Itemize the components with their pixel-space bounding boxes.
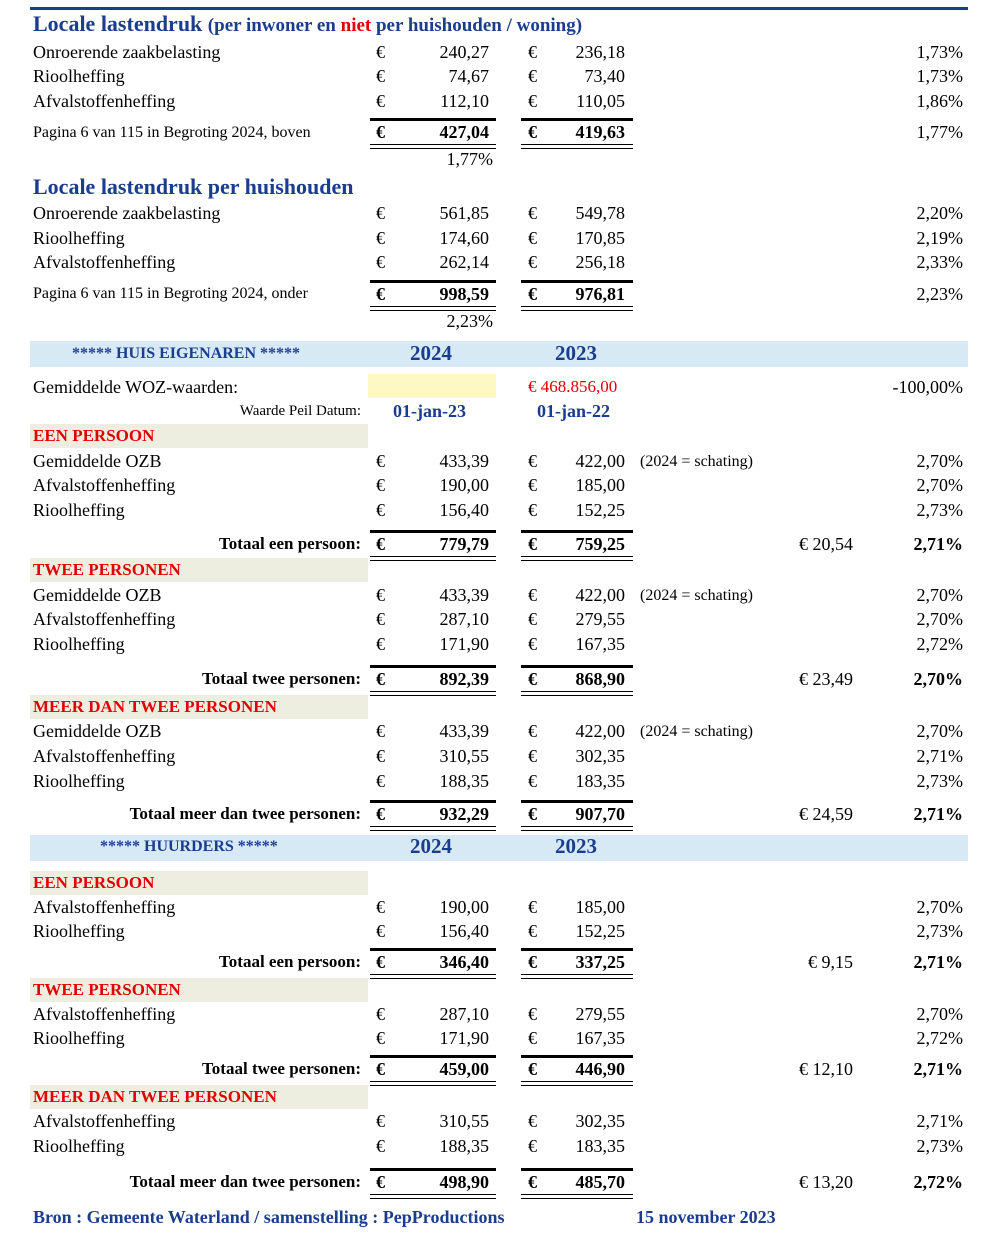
- group-header: TWEE PERSONEN: [33, 560, 181, 579]
- row-label: Onroerende zaakbelasting: [33, 42, 221, 62]
- value-2024: 190,00: [439, 475, 489, 495]
- value-2023: 422,00: [575, 451, 625, 471]
- total-double-underline: [521, 826, 633, 831]
- value-2023: 152,25: [575, 921, 625, 941]
- row-pct: 2,70%: [913, 669, 963, 689]
- row-pct: 2,71%: [913, 1059, 963, 1079]
- total-top-line: [521, 948, 633, 951]
- group-header: MEER DAN TWEE PERSONEN: [33, 697, 277, 716]
- top-border: [30, 7, 968, 10]
- value-2023: 279,55: [575, 1004, 625, 1024]
- row-pct: 2,73%: [916, 921, 963, 941]
- value-2024: 287,10: [439, 609, 489, 629]
- value-2024: 188,35: [439, 1136, 489, 1156]
- euro-sign-2024: €: [376, 1028, 385, 1048]
- euro-sign-2023: €: [528, 91, 537, 111]
- euro-sign-2024: €: [376, 534, 385, 554]
- value-2023: 170,85: [575, 228, 625, 248]
- euro-sign-2023: €: [528, 771, 537, 791]
- value-2023: 868,90: [575, 669, 625, 689]
- row-pct: 1,77%: [916, 122, 963, 142]
- euro-sign-2023: €: [528, 1004, 537, 1024]
- euro-sign-2023: €: [528, 66, 537, 86]
- value-2024: 171,90: [439, 634, 489, 654]
- row-label: Rioolheffing: [33, 500, 125, 520]
- euro-sign-2024: €: [376, 669, 385, 689]
- total-label: Totaal twee personen:: [202, 1059, 361, 1078]
- total-double-underline: [370, 826, 496, 831]
- value-2023: 183,35: [575, 1136, 625, 1156]
- total-label: Totaal twee personen:: [202, 669, 361, 688]
- row-label: Gemiddelde OZB: [33, 451, 162, 471]
- euro-sign-2023: €: [528, 634, 537, 654]
- value-2023: 302,35: [575, 746, 625, 766]
- value-2024: 174,60: [439, 228, 489, 248]
- row-pct: 2,71%: [913, 804, 963, 824]
- euro-sign-2023: €: [528, 203, 537, 223]
- value-2024: 892,39: [439, 669, 489, 689]
- value-2024: 240,27: [439, 42, 489, 62]
- row-label: Afvalstoffenheffing: [33, 475, 176, 495]
- euro-sign-2024: €: [376, 952, 385, 972]
- row-pct: 2,33%: [916, 252, 963, 272]
- value-2024: 779,79: [439, 534, 489, 554]
- total-top-line: [521, 280, 633, 283]
- euro-sign-2024: €: [376, 771, 385, 791]
- row-pct: 2,70%: [916, 721, 963, 741]
- value-2024: 433,39: [439, 451, 489, 471]
- total-top-line: [370, 530, 496, 533]
- value-2024: 74,67: [448, 66, 489, 86]
- total-double-underline: [521, 556, 633, 561]
- euro-sign-2023: €: [528, 585, 537, 605]
- value-2023: 279,55: [575, 609, 625, 629]
- euro-sign-2023: €: [528, 1136, 537, 1156]
- year-2023: 2023: [555, 341, 597, 365]
- total-pct-below: 2,23%: [446, 311, 493, 331]
- value-2023: 759,25: [575, 534, 625, 554]
- row-label: Rioolheffing: [33, 228, 125, 248]
- row-pct: 2,70%: [916, 451, 963, 471]
- euro-sign-2024: €: [376, 1136, 385, 1156]
- row-note: (2024 = schating): [640, 453, 753, 470]
- total-double-underline: [370, 691, 496, 696]
- value-2023: 422,00: [575, 721, 625, 741]
- euro-sign-2023: €: [528, 1172, 537, 1192]
- total-double-underline: [370, 1194, 496, 1199]
- total-double-underline: [370, 556, 496, 561]
- row-label: Rioolheffing: [33, 1136, 125, 1156]
- euro-sign-2023: €: [528, 921, 537, 941]
- value-2024: 156,40: [439, 921, 489, 941]
- value-2024: 310,55: [439, 746, 489, 766]
- total-top-line: [370, 118, 496, 121]
- value-2024: 932,29: [439, 804, 489, 824]
- huurders-band-label: ***** HUURDERS *****: [100, 838, 278, 855]
- woz-label: Gemiddelde WOZ-waarden:: [33, 377, 239, 397]
- row-label: Afvalstoffenheffing: [33, 1004, 176, 1024]
- euro-sign-2024: €: [376, 500, 385, 520]
- total-label: Pagina 6 van 115 in Begroting 2024, boven: [33, 124, 311, 141]
- value-2023: 485,70: [575, 1172, 625, 1192]
- euro-sign-2023: €: [528, 804, 537, 824]
- row-pct: 2,23%: [916, 284, 963, 304]
- total-label: Totaal meer dan twee personen:: [129, 804, 361, 823]
- value-2024: 190,00: [439, 897, 489, 917]
- row-pct: 2,20%: [916, 203, 963, 223]
- euro-sign-2024: €: [376, 721, 385, 741]
- value-2023: 167,35: [575, 1028, 625, 1048]
- total-double-underline: [521, 974, 633, 979]
- total-double-underline: [521, 691, 633, 696]
- euro-sign-2024: €: [376, 91, 385, 111]
- value-2023: 183,35: [575, 771, 625, 791]
- row-pct: 2,71%: [916, 1111, 963, 1131]
- total-top-line: [521, 1055, 633, 1058]
- euro-sign-2024: €: [376, 252, 385, 272]
- row-label: Gemiddelde OZB: [33, 721, 162, 741]
- value-2024: 998,59: [439, 284, 489, 304]
- euro-sign-2023: €: [528, 1028, 537, 1048]
- euro-sign-2024: €: [376, 475, 385, 495]
- value-2023: 337,25: [575, 952, 625, 972]
- row-label: Rioolheffing: [33, 66, 125, 86]
- total-label: Totaal een persoon:: [219, 952, 361, 971]
- peil-2024: 01-jan-23: [393, 401, 466, 421]
- row-pct: 2,71%: [916, 746, 963, 766]
- row-label: Afvalstoffenheffing: [33, 252, 176, 272]
- total-top-line: [521, 530, 633, 533]
- total-diff: € 9,15: [808, 952, 853, 972]
- row-pct: 2,19%: [916, 228, 963, 248]
- row-label: Afvalstoffenheffing: [33, 746, 176, 766]
- total-diff: € 12,10: [799, 1059, 853, 1079]
- row-label: Afvalstoffenheffing: [33, 91, 176, 111]
- row-pct: 1,86%: [916, 91, 963, 111]
- euro-sign-2023: €: [528, 1059, 537, 1079]
- row-pct: 1,73%: [916, 66, 963, 86]
- euro-sign-2023: €: [528, 534, 537, 554]
- euro-sign-2023: €: [528, 284, 537, 304]
- euro-sign-2024: €: [376, 897, 385, 917]
- euro-sign-2023: €: [528, 451, 537, 471]
- euro-sign-2024: €: [376, 746, 385, 766]
- footer-source: Bron : Gemeente Waterland / samenstelling : PepProductions: [33, 1207, 505, 1227]
- total-top-line: [521, 665, 633, 668]
- value-2023: 110,05: [576, 91, 625, 111]
- euro-sign-2024: €: [376, 1059, 385, 1079]
- total-double-underline: [521, 306, 633, 311]
- value-2024: 171,90: [439, 1028, 489, 1048]
- value-2023: 167,35: [575, 634, 625, 654]
- woz-2023: € 468.856,00: [528, 377, 618, 396]
- value-2023: 185,00: [575, 897, 625, 917]
- peil-label: Waarde Peil Datum:: [239, 403, 361, 419]
- row-label: Rioolheffing: [33, 634, 125, 654]
- total-pct-below: 1,77%: [446, 149, 493, 169]
- row-label: Afvalstoffenheffing: [33, 897, 176, 917]
- group-header: TWEE PERSONEN: [33, 980, 181, 999]
- value-2023: 446,90: [575, 1059, 625, 1079]
- value-2024: 156,40: [439, 500, 489, 520]
- value-2023: 185,00: [575, 475, 625, 495]
- row-pct: 1,73%: [916, 42, 963, 62]
- row-label: Rioolheffing: [33, 771, 125, 791]
- row-pct: 2,72%: [916, 1028, 963, 1048]
- total-label: Totaal meer dan twee personen:: [129, 1172, 361, 1191]
- euro-sign-2024: €: [376, 634, 385, 654]
- woz-pct: -100,00%: [892, 377, 963, 397]
- total-top-line: [370, 948, 496, 951]
- euro-sign-2023: €: [528, 500, 537, 520]
- value-2024: 262,14: [439, 252, 489, 272]
- year-2023: 2023: [555, 834, 597, 858]
- row-pct: 2,70%: [916, 897, 963, 917]
- total-label: Totaal een persoon:: [219, 534, 361, 553]
- year-2024: 2024: [410, 834, 452, 858]
- total-label: Pagina 6 van 115 in Begroting 2024, onder: [33, 285, 308, 302]
- euro-sign-2023: €: [528, 42, 537, 62]
- total-top-line: [370, 800, 496, 803]
- total-diff: € 23,49: [799, 669, 853, 689]
- woz-2024-input-cell: [368, 374, 496, 398]
- row-label: Gemiddelde OZB: [33, 585, 162, 605]
- euro-sign-2023: €: [528, 897, 537, 917]
- euro-sign-2024: €: [376, 122, 385, 142]
- row-pct: 2,72%: [913, 1172, 963, 1192]
- value-2024: 427,04: [439, 122, 489, 142]
- euro-sign-2023: €: [528, 721, 537, 741]
- group-header: MEER DAN TWEE PERSONEN: [33, 1087, 277, 1106]
- row-pct: 2,70%: [916, 585, 963, 605]
- value-2023: 419,63: [575, 122, 625, 142]
- row-pct: 2,70%: [916, 475, 963, 495]
- row-label: Rioolheffing: [33, 1028, 125, 1048]
- total-diff: € 20,54: [799, 534, 853, 554]
- euro-sign-2024: €: [376, 66, 385, 86]
- total-double-underline: [370, 1081, 496, 1086]
- euro-sign-2024: €: [376, 1111, 385, 1131]
- year-2024: 2024: [410, 341, 452, 365]
- row-pct: 2,73%: [916, 500, 963, 520]
- value-2024: 498,90: [439, 1172, 489, 1192]
- euro-sign-2024: €: [376, 1172, 385, 1192]
- total-top-line: [521, 800, 633, 803]
- euro-sign-2024: €: [376, 585, 385, 605]
- row-pct: 2,73%: [916, 771, 963, 791]
- euro-sign-2023: €: [528, 609, 537, 629]
- euro-sign-2024: €: [376, 228, 385, 248]
- peil-2023: 01-jan-22: [537, 401, 610, 421]
- eigenaren-band-label: ***** HUIS EIGENAREN *****: [72, 345, 301, 362]
- section-title-inwoner: Locale lastendruk (per inwoner en niet per huishouden / woning): [33, 11, 583, 36]
- total-double-underline: [370, 974, 496, 979]
- euro-sign-2024: €: [376, 203, 385, 223]
- euro-sign-2023: €: [528, 746, 537, 766]
- value-2024: 459,00: [439, 1059, 489, 1079]
- value-2024: 433,39: [439, 585, 489, 605]
- group-header: EEN PERSOON: [33, 426, 155, 445]
- euro-sign-2023: €: [528, 228, 537, 248]
- section-title-huishouden: Locale lastendruk per huishouden: [33, 174, 354, 199]
- euro-sign-2024: €: [376, 284, 385, 304]
- value-2024: 433,39: [439, 721, 489, 741]
- euro-sign-2024: €: [376, 42, 385, 62]
- footer-date: 15 november 2023: [636, 1207, 776, 1227]
- total-diff: € 13,20: [799, 1172, 853, 1192]
- total-double-underline: [521, 1194, 633, 1199]
- value-2023: 152,25: [575, 500, 625, 520]
- value-2023: 256,18: [575, 252, 625, 272]
- total-diff: € 24,59: [799, 804, 853, 824]
- total-top-line: [370, 665, 496, 668]
- euro-sign-2023: €: [528, 252, 537, 272]
- euro-sign-2024: €: [376, 804, 385, 824]
- row-label: Afvalstoffenheffing: [33, 609, 176, 629]
- value-2023: 236,18: [575, 42, 625, 62]
- total-top-line: [370, 280, 496, 283]
- total-double-underline: [521, 144, 633, 149]
- value-2024: 287,10: [439, 1004, 489, 1024]
- euro-sign-2023: €: [528, 669, 537, 689]
- total-top-line: [370, 1168, 496, 1171]
- value-2024: 112,10: [440, 91, 489, 111]
- row-note: (2024 = schating): [640, 587, 753, 604]
- row-label: Rioolheffing: [33, 921, 125, 941]
- group-header: EEN PERSOON: [33, 873, 155, 892]
- euro-sign-2024: €: [376, 451, 385, 471]
- row-pct: 2,73%: [916, 1136, 963, 1156]
- value-2023: 302,35: [575, 1111, 625, 1131]
- value-2023: 549,78: [575, 203, 625, 223]
- total-double-underline: [521, 1081, 633, 1086]
- row-note: (2024 = schating): [640, 723, 753, 740]
- row-pct: 2,71%: [913, 952, 963, 972]
- euro-sign-2024: €: [376, 921, 385, 941]
- euro-sign-2023: €: [528, 1111, 537, 1131]
- value-2023: 73,40: [584, 66, 625, 86]
- value-2024: 188,35: [439, 771, 489, 791]
- euro-sign-2023: €: [528, 475, 537, 495]
- row-pct: 2,71%: [913, 534, 963, 554]
- euro-sign-2024: €: [376, 609, 385, 629]
- euro-sign-2023: €: [528, 952, 537, 972]
- total-top-line: [370, 1055, 496, 1058]
- row-pct: 2,70%: [916, 1004, 963, 1024]
- value-2023: 976,81: [575, 284, 625, 304]
- value-2024: 310,55: [439, 1111, 489, 1131]
- value-2023: 422,00: [575, 585, 625, 605]
- value-2023: 907,70: [575, 804, 625, 824]
- value-2024: 561,85: [439, 203, 489, 223]
- euro-sign-2024: €: [376, 1004, 385, 1024]
- value-2024: 346,40: [439, 952, 489, 972]
- row-label: Onroerende zaakbelasting: [33, 203, 221, 223]
- row-label: Afvalstoffenheffing: [33, 1111, 176, 1131]
- row-pct: 2,70%: [916, 609, 963, 629]
- total-top-line: [521, 1168, 633, 1171]
- total-top-line: [521, 118, 633, 121]
- euro-sign-2023: €: [528, 122, 537, 142]
- row-pct: 2,72%: [916, 634, 963, 654]
